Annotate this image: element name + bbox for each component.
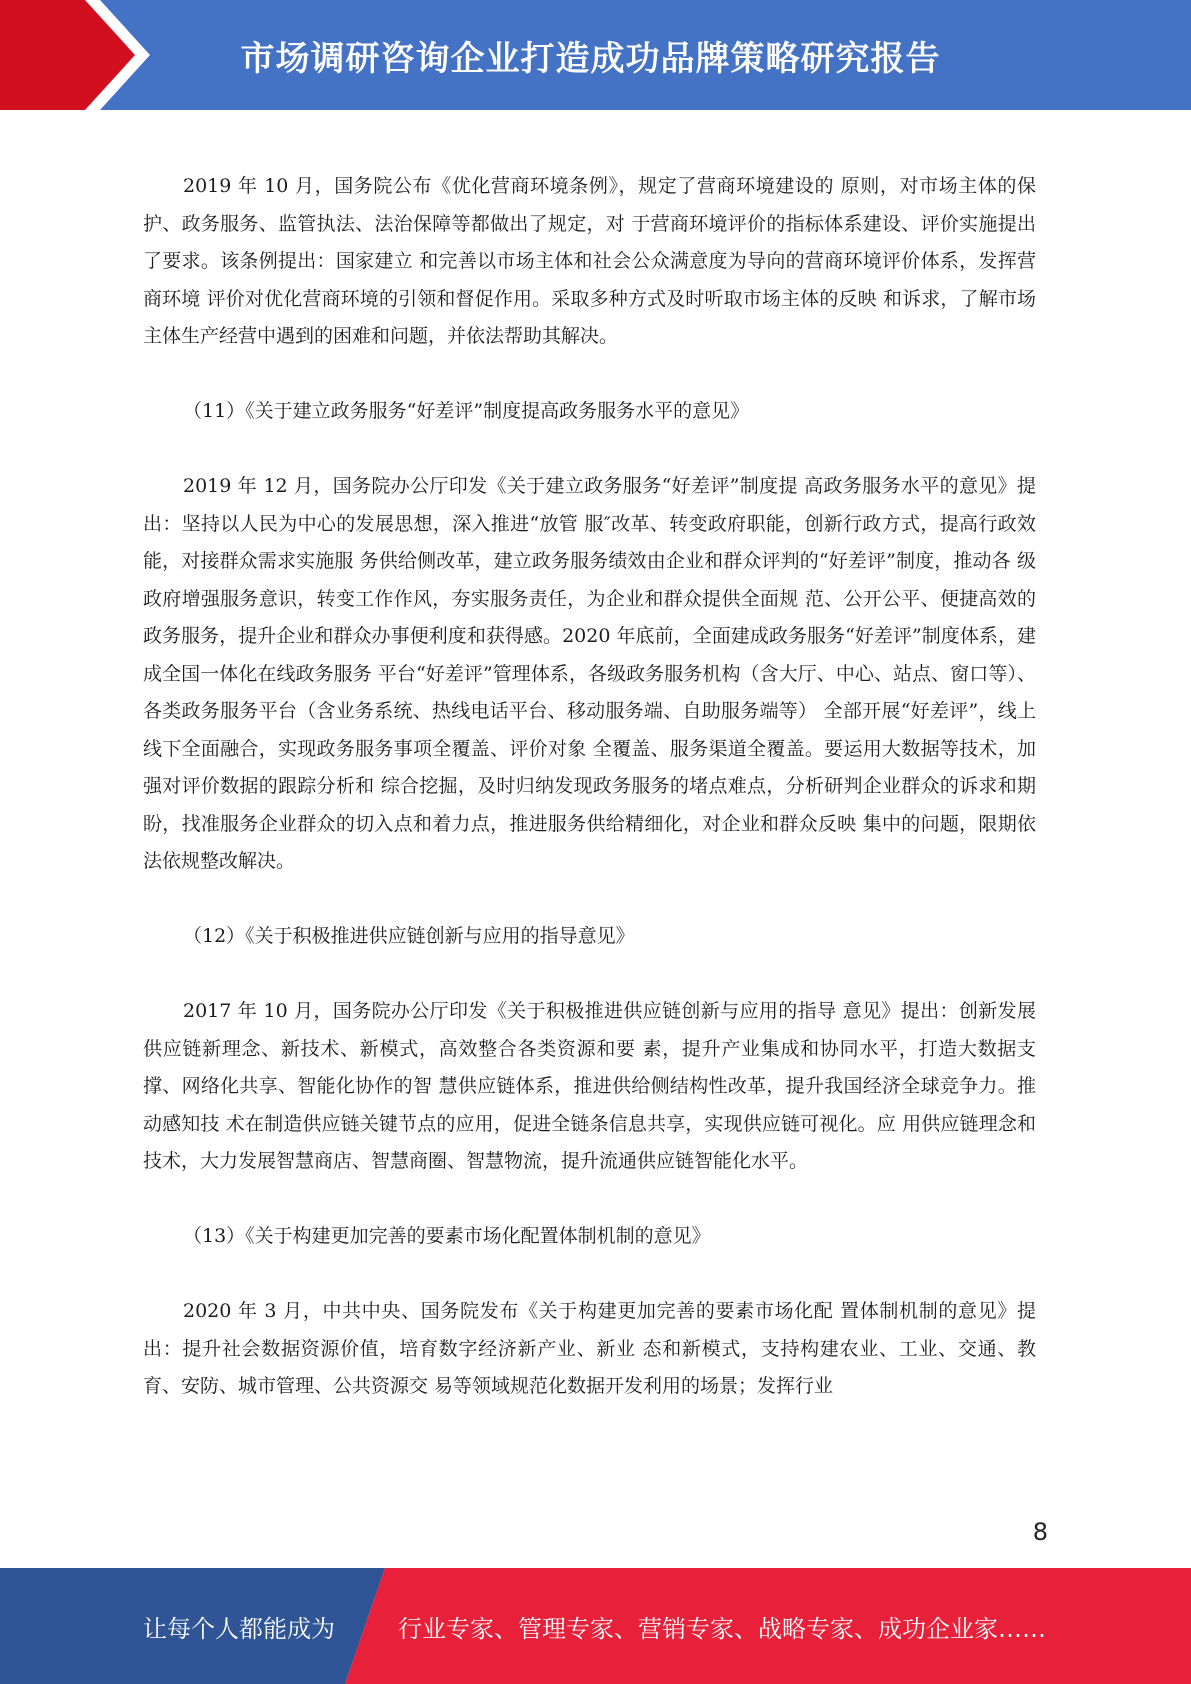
document-body xyxy=(143,168,1036,1406)
footer-slogan-right: 行业专家、管理专家、营销专家、战略专家、成功企业家…… xyxy=(398,1614,1046,1643)
page-footer xyxy=(0,1568,1191,1684)
document-title: 市场调研咨询企业打造成功品牌策略研究报告 xyxy=(240,38,941,79)
section-heading: （12）《关于积极推进供应链创新与应用的指导意见》 xyxy=(183,925,635,947)
section-heading: （11）《关于建立政务服务“好差评”制度提高政务服务水平的意见》 xyxy=(183,400,750,422)
page-number: 8 xyxy=(1032,1518,1048,1546)
section-heading: （13）《关于构建更加完善的要素市场化配置体制机制的意见》 xyxy=(183,1225,711,1247)
footer-slogan-left: 让每个人都能成为 xyxy=(143,1614,335,1643)
page-header xyxy=(0,0,1191,110)
paragraph: 2017 年 10 月，国务院办公厅印发《关于积极推进供应链创新与应用的指导 意见》提出：创新发展供应链新理念、新技术、新模式，高效整合各类资源和要 素，提升产业集成和协同水平，打造大数据支撑、网络化共享、智能化协作的智 慧供应链体系，推进供给侧结构性改革，提升我国经济全球竞争力。推动感知技 术在制造供应链关键节点的应用，促进全链条信息共享，实现供应链可视化。应 用供应链理念和技术，大力发展智慧商店、智慧商圈、智慧物流，提升流通供应链智能化水平。 xyxy=(143,1000,1036,1172)
paragraph: 2019 年 10 月，国务院公布《优化营商环境条例》，规定了营商环境建设的 原则，对市场主体的保护、政务服务、监管执法、法治保障等都做出了规定，对 于营商环境评价的指标体系建设、评价实施提出了要求。该条例提出：国家建立 和完善以市场主体和社会公众满意度为导向的营商环境评价体系，发挥营商环境 评价对优化营商环境的引领和督促作用。采取多种方式及时听取市场主体的反映 和诉求，了解市场主体生产经营中遇到的困难和问题，并依法帮助其解决。 xyxy=(143,175,1036,347)
paragraph: 2019 年 12 月，国务院办公厅印发《关于建立政务服务“好差评”制度提 高政务服务水平的意见》提出：坚持以人民为中心的发展思想，深入推进“放管 服″改革、转变政府职能，创新行政方式，提高行政效能，对接群众需求实施服 务供给侧改革，建立政务服务绩效由企业和群众评判的“好差评”制度，推动各 级政府增强服务意识，转变工作作风，夯实服务责任，为企业和群众提供全面规 范、公开公平、便捷高效的政务服务，提升企业和群众办事便利度和获得感。2020 年底前，全面建成政务服务“好差评”制度体系，建成全国一体化在线政务服务 平台“好差评”管理体系，各级政务服务机构（含大厅、中心、站点、窗口等）、 各类政务服务平台（含业务系统、热线电话平台、移动服务端、自助服务端等） 全部开展“好差评”，线上线下全面融合，实现政务服务事项全覆盖、评价对象 全覆盖、服务渠道全覆盖。要运用大数据等技术，加强对评价数据的跟踪分析和 综合挖掘，及时归纳发现政务服务的堵点难点，分析研判企业群众的诉求和期盼，找准服务企业群众的切入点和着力点，推进服务供给精细化，对企业和群众反映 集中的问题，限期依法依规整改解决。 xyxy=(143,475,1036,872)
paragraph: 2020 年 3 月，中共中央、国务院发布《关于构建更加完善的要素市场化配 置体制机制的意见》提出：提升社会数据资源价值，培育数字经济新产业、新业 态和新模式，支持构建农业、工业、交通、教育、安防、城市管理、公共资源交 易等领域规范化数据开发利用的场景；发挥行业 xyxy=(143,1300,1036,1397)
